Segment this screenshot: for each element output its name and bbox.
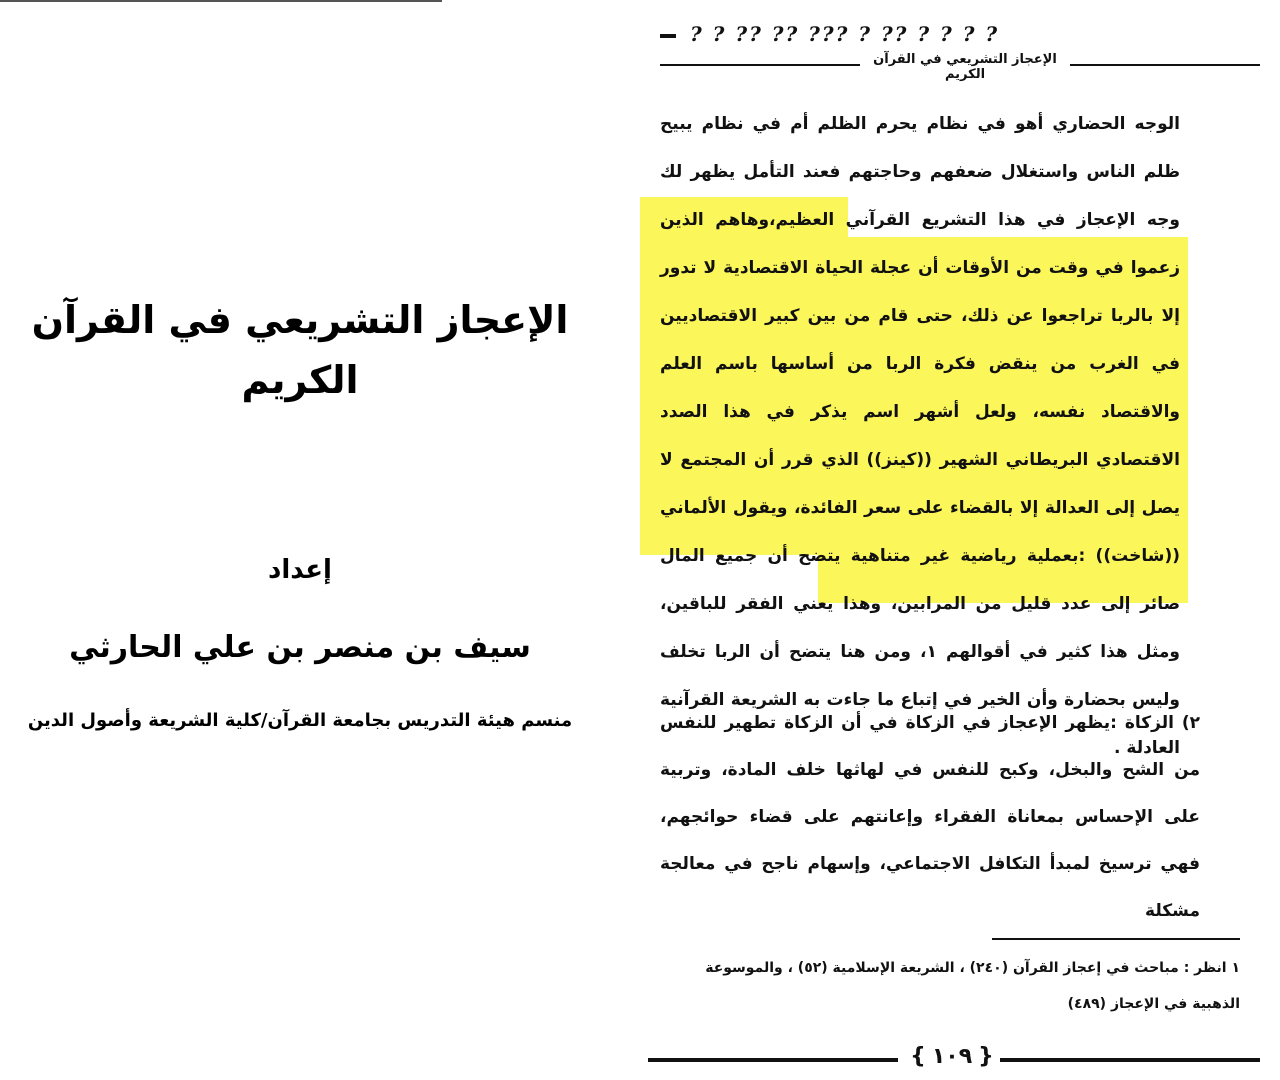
numbered-item-zakat	[660, 700, 1200, 935]
running-head: الإعجاز التشريعي في القرآن الكريم	[873, 52, 1057, 82]
left-page	[0, 0, 600, 1080]
prepared-by-label: إعداد	[268, 555, 332, 585]
page-number-rule-right	[1000, 1058, 1260, 1062]
top-rule	[0, 0, 442, 2]
author-name: سيف بن منصر بن علي الحارثي	[69, 630, 531, 665]
page-number: { ١٠٩ }	[902, 1044, 1002, 1069]
running-head-rule-right	[1070, 64, 1260, 66]
body-paragraph: الوجه الحضاري أهو في نظام يحرم الظلم أم في نظام يبيح ظلم الناس واستغلال ضعفهم وحاجتهم فعند التأمل يظهر لك وجه الإعجاز في هذا التشريع القرآني العظيم،وهاهم الذين زعموا في وقت من الأوقات أن عجلة الحياة الاقتصادية لا تدور إلا بالربا تراجعوا عن ذلك، حتى قام من بين كبير الاقتصاديين في الغرب من ينقض فكرة الربا من أساسها باسم العلم والاقتصاد نفسه، ولعل أشهر اسم يذكر في هذا الصدد الاقتصادي البريطاني الشهير ((كينز)) الذي قرر أن المجتمع لا يصل إلى العدالة إلا بالقضاء على سعر الفائدة، ويقول الألماني ((شاخت)) :بعملية رياضية غير متناهية يتضح أن جميع المال صائر إلى عدد قليل من المرابين، وهذا يعني الفقر للباقين، ومثل هذا كثير في أقوالهم ١، ومن هنا يتضح أن الربا تخلف وليس بحضارة وأن الخير في إتباع ما جاءت به الشريعة القرآنية العادلة .	[660, 114, 1180, 758]
running-head-rule-left	[660, 64, 860, 66]
item-term: الزكاة	[1124, 713, 1174, 733]
garbled-header-row	[660, 22, 1260, 48]
item-text: :يظهر الإعجاز في الزكاة في أن الزكاة تطهير للنفس من الشح والبخل، وكبح للنفس في لهاثها خلف المادة، وتربية على الإحساس بمعاناة الفقراء وإعانتهم على قضاء حوائجهم، فهي ترسيخ لمبدأ التكافل الاجتماعي، وإسهام ناجح في معالجة مشكلة	[660, 713, 1200, 921]
header-dash-mark	[660, 34, 676, 38]
footnote: ١ انظر : مباحث في إعجاز القرآن (٢٤٠) ، الشريعة الإسلامية (٥٢) ، والموسوعة الذهبية في الإعجاز (٤٨٩)	[705, 960, 1240, 1012]
page-number-rule-left	[648, 1058, 898, 1062]
book-title: الإعجاز التشريعي في القرآن الكريم	[31, 298, 569, 402]
running-head-bar	[660, 52, 1260, 82]
footnote-rule	[992, 938, 1240, 940]
author-affiliation: منسم هيئة التدريس بجامعة القرآن/كلية الشريعة وأصول الدين	[27, 710, 573, 731]
item-number: ٢)	[1181, 713, 1201, 733]
garbled-header-text: ? ? ?? ?? ??? ? ?? ? ? ? ?	[690, 22, 1000, 46]
page-number-bar	[648, 1040, 1260, 1080]
